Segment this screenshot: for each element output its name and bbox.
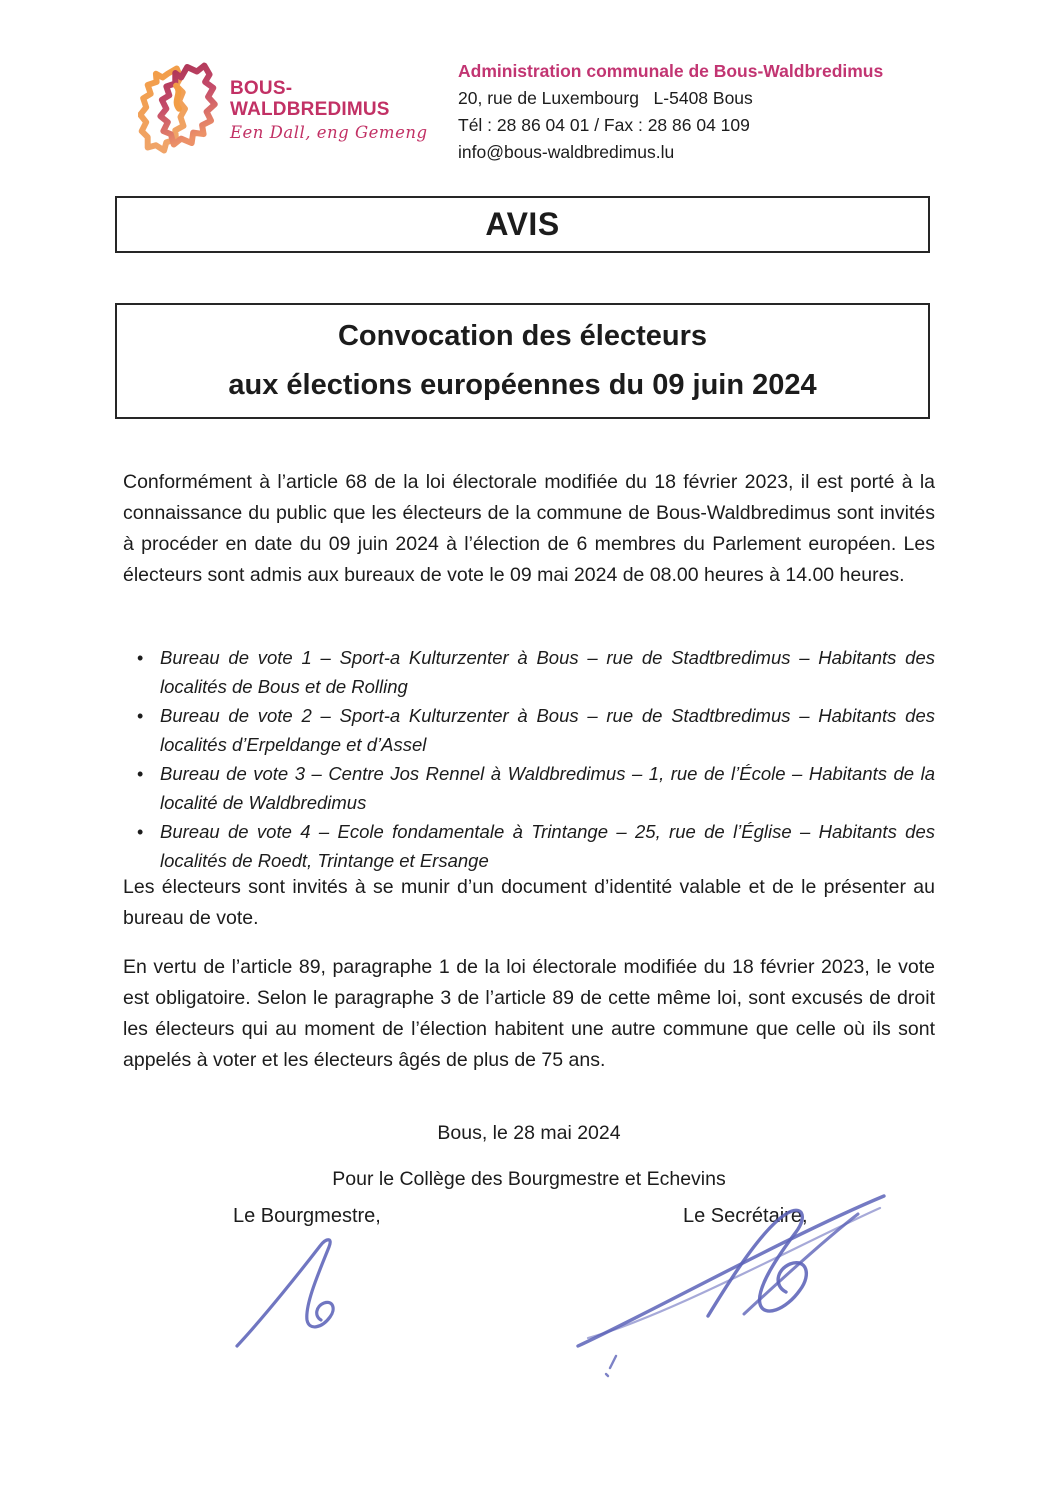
bureau-1-text: Bureau de vote 1 – Sport-a Kulturzenter à Bous – rue de Stadtbredimus – Habitants des localités de Bous et de Rolling: [160, 647, 935, 697]
commune-logo: [138, 56, 428, 166]
address-line: 20, rue de Luxembourg L-5408 Bous: [458, 88, 753, 108]
avis-heading: AVIS: [485, 206, 560, 242]
email-line: info@bous-waldbredimus.lu: [458, 142, 675, 162]
bureau-3-text: Bureau de vote 3 – Centre Jos Rennel à Waldbredimus – 1, rue de l’École – Habitants de la localité de Waldbredimus: [160, 763, 935, 813]
title-box: [115, 303, 930, 419]
bullet-icon: •: [137, 648, 144, 668]
bullet-icon: •: [137, 822, 144, 842]
college-line: Pour le Collège des Bourgmestre et Echevins: [332, 1168, 726, 1190]
title-line2: aux élections européennes du 09 juin 2024: [228, 368, 817, 401]
secretary-signature: [558, 1188, 892, 1383]
logo-name-line2: WALDBREDIMUS: [230, 99, 390, 120]
bureau-4-text: Bureau de vote 4 – Ecole fondamentale à Trintange – 25, rue de l’Église – Habitants des localités de Roedt, Trintange et Ersange: [160, 821, 935, 871]
administration-name: Administration communale de Bous-Waldbredimus: [458, 61, 884, 81]
title-line1: Convocation des électeurs: [337, 320, 708, 353]
logo-tagline: Een Dall, eng Gemeng: [230, 123, 428, 142]
list-item-bureau-2: [123, 702, 935, 759]
bullet-icon: •: [137, 706, 144, 726]
paragraph-intro: Conformément à l’article 68 de la loi électorale modifiée du 18 février 2023, il est porté à la connaissance du public que les électeurs de la commune de Bous-Waldbredimus sont invités à procéder en date du 09 juin 2024 à l’élection de 6 membres du Parlement européen. Les électeurs sont admis aux bureaux de vote le 09 mai 2024 de 08.00 heures à 14.00 heures.: [123, 471, 935, 586]
commune-logo-text: [230, 56, 428, 166]
list-item-bureau-4: [123, 818, 935, 875]
logo-name-line1: BOUS-: [230, 78, 293, 99]
bureau-2-text: Bureau de vote 2 – Sport-a Kulturzenter à Bous – rue de Stadtbredimus – Habitants des localités d’Erpeldange et d’Assel: [160, 705, 935, 755]
mayor-label: Le Bourgmestre,: [233, 1205, 381, 1227]
polling-stations-list: [123, 644, 935, 876]
secretary-label: Le Secrétaire,: [683, 1205, 808, 1227]
bullet-icon: •: [137, 764, 144, 784]
place-and-date: Bous, le 28 mai 2024: [437, 1122, 621, 1144]
contact-block: [458, 58, 883, 166]
avis-heading-box: [115, 196, 930, 253]
mayor-signature: [225, 1228, 415, 1353]
paragraph-identity: Les électeurs sont invités à se munir d’un document d’identité valable et de le présenter au bureau de vote.: [123, 876, 935, 929]
list-item-bureau-1: [123, 644, 935, 701]
phone-fax-line: Tél : 28 86 04 01 / Fax : 28 86 04 109: [458, 115, 750, 135]
commune-logo-icon: [138, 56, 220, 166]
list-item-bureau-3: [123, 760, 935, 817]
paragraph-obligation: En vertu de l’article 89, paragraphe 1 de la loi électorale modifiée du 18 février 2023, le vote est obligatoire. Selon le paragraphe 3 de l’article 89 de cette même loi, sont excusés de droit les électeurs qui au moment de l’élection habitent une autre commune que celle où ils sont appelés à voter et les électeurs âgés de plus de 75 ans.: [123, 956, 935, 1071]
